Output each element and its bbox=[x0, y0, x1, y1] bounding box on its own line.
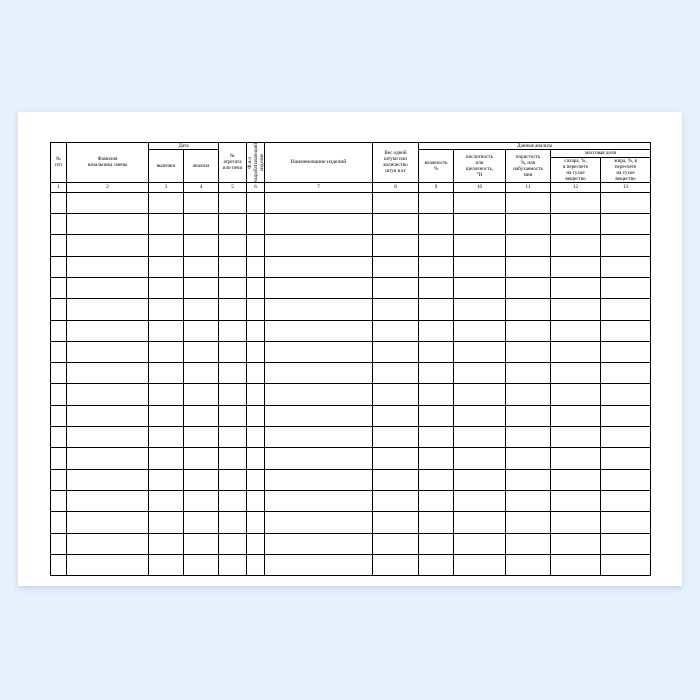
table-cell-sugar[interactable] bbox=[551, 363, 601, 384]
table-cell-unit_no[interactable] bbox=[219, 341, 247, 362]
col-num: 7 bbox=[265, 182, 373, 192]
col-num: 4 bbox=[184, 182, 219, 192]
table-cell-workers[interactable] bbox=[247, 448, 265, 469]
table-cell-unit_no[interactable] bbox=[219, 384, 247, 405]
table-cell-surname[interactable] bbox=[67, 256, 149, 277]
table-cell-date_baking[interactable] bbox=[149, 384, 184, 405]
table-cell-humidity[interactable] bbox=[419, 277, 454, 298]
table-cell-date_baking[interactable] bbox=[149, 277, 184, 298]
table-row[interactable] bbox=[51, 192, 651, 213]
table-cell-humidity[interactable] bbox=[419, 341, 454, 362]
table-cell-np[interactable] bbox=[51, 363, 67, 384]
table-cell-humidity[interactable] bbox=[419, 448, 454, 469]
table-cell-product_name[interactable] bbox=[265, 277, 373, 298]
table-cell-porosity[interactable] bbox=[506, 192, 551, 213]
table-cell-product_name[interactable] bbox=[265, 384, 373, 405]
table-cell-date_analysis[interactable] bbox=[184, 235, 219, 256]
table-cell-fat[interactable] bbox=[601, 554, 651, 575]
col-num: 8 bbox=[373, 182, 419, 192]
table-cell-weight[interactable] bbox=[373, 192, 419, 213]
table-cell-weight[interactable] bbox=[373, 277, 419, 298]
table-cell-workers[interactable] bbox=[247, 256, 265, 277]
table-cell-unit_no[interactable] bbox=[219, 320, 247, 341]
table-cell-unit_no[interactable] bbox=[219, 299, 247, 320]
column-number-row bbox=[51, 182, 651, 192]
table-cell-humidity[interactable] bbox=[419, 299, 454, 320]
table-cell-weight[interactable] bbox=[373, 469, 419, 490]
table-cell-np[interactable] bbox=[51, 469, 67, 490]
table-cell-sugar[interactable] bbox=[551, 512, 601, 533]
table-cell-surname[interactable] bbox=[67, 533, 149, 554]
table-cell-porosity[interactable] bbox=[506, 384, 551, 405]
table-cell-product_name[interactable] bbox=[265, 405, 373, 426]
col-num: 5 bbox=[219, 182, 247, 192]
table-cell-date_analysis[interactable] bbox=[184, 469, 219, 490]
table-cell-sugar[interactable] bbox=[551, 490, 601, 511]
table-cell-date_baking[interactable] bbox=[149, 256, 184, 277]
table-cell-acidity[interactable] bbox=[454, 235, 506, 256]
header-group-mass-fraction: массовая доля bbox=[551, 150, 651, 158]
table-cell-date_baking[interactable] bbox=[149, 363, 184, 384]
table-cell-product_name[interactable] bbox=[265, 341, 373, 362]
table-cell-porosity[interactable] bbox=[506, 320, 551, 341]
table-cell-sugar[interactable] bbox=[551, 384, 601, 405]
table-cell-acidity[interactable] bbox=[454, 405, 506, 426]
table-cell-unit_no[interactable] bbox=[219, 448, 247, 469]
table-cell-acidity[interactable] bbox=[454, 341, 506, 362]
table-cell-unit_no[interactable] bbox=[219, 490, 247, 511]
table-cell-fat[interactable] bbox=[601, 469, 651, 490]
table-cell-porosity[interactable] bbox=[506, 512, 551, 533]
table-cell-unit_no[interactable] bbox=[219, 277, 247, 298]
table-cell-weight[interactable] bbox=[373, 554, 419, 575]
table-row[interactable] bbox=[51, 469, 651, 490]
table-cell-np[interactable] bbox=[51, 448, 67, 469]
table-cell-date_analysis[interactable] bbox=[184, 363, 219, 384]
table-cell-sugar[interactable] bbox=[551, 299, 601, 320]
table-cell-porosity[interactable] bbox=[506, 448, 551, 469]
header-unit-no: № агрегата или печи bbox=[219, 143, 247, 183]
table-cell-product_name[interactable] bbox=[265, 448, 373, 469]
table-cell-sugar[interactable] bbox=[551, 405, 601, 426]
table-cell-np[interactable] bbox=[51, 320, 67, 341]
table-cell-surname[interactable] bbox=[67, 214, 149, 235]
table-cell-weight[interactable] bbox=[373, 405, 419, 426]
table-cell-date_analysis[interactable] bbox=[184, 192, 219, 213]
table-cell-humidity[interactable] bbox=[419, 214, 454, 235]
table-cell-acidity[interactable] bbox=[454, 554, 506, 575]
header-workers bbox=[247, 143, 265, 183]
table-cell-acidity[interactable] bbox=[454, 469, 506, 490]
table-cell-np[interactable] bbox=[51, 214, 67, 235]
table-cell-date_analysis[interactable] bbox=[184, 341, 219, 362]
table-cell-date_baking[interactable] bbox=[149, 299, 184, 320]
table-cell-porosity[interactable] bbox=[506, 469, 551, 490]
table-cell-workers[interactable] bbox=[247, 214, 265, 235]
table-cell-porosity[interactable] bbox=[506, 490, 551, 511]
header-humidity: влажность % bbox=[419, 150, 454, 183]
table-row[interactable] bbox=[51, 363, 651, 384]
table-cell-np[interactable] bbox=[51, 554, 67, 575]
header-fat: жира, %, в пересчете на сухое вещество bbox=[601, 157, 651, 182]
table-cell-date_baking[interactable] bbox=[149, 427, 184, 448]
table-cell-fat[interactable] bbox=[601, 256, 651, 277]
table-cell-np[interactable] bbox=[51, 427, 67, 448]
table-cell-acidity[interactable] bbox=[454, 299, 506, 320]
table-cell-sugar[interactable] bbox=[551, 192, 601, 213]
table-cell-fat[interactable] bbox=[601, 277, 651, 298]
table-row[interactable] bbox=[51, 512, 651, 533]
table-cell-porosity[interactable] bbox=[506, 277, 551, 298]
table-cell-workers[interactable] bbox=[247, 363, 265, 384]
table-cell-product_name[interactable] bbox=[265, 299, 373, 320]
table-cell-unit_no[interactable] bbox=[219, 235, 247, 256]
table-cell-sugar[interactable] bbox=[551, 448, 601, 469]
table-cell-product_name[interactable] bbox=[265, 363, 373, 384]
table-cell-workers[interactable] bbox=[247, 427, 265, 448]
table-cell-porosity[interactable] bbox=[506, 256, 551, 277]
table-row[interactable] bbox=[51, 320, 651, 341]
table-cell-unit_no[interactable] bbox=[219, 512, 247, 533]
table-cell-porosity[interactable] bbox=[506, 235, 551, 256]
table-cell-date_analysis[interactable] bbox=[184, 448, 219, 469]
table-cell-sugar[interactable] bbox=[551, 320, 601, 341]
table-cell-weight[interactable] bbox=[373, 363, 419, 384]
table-cell-date_baking[interactable] bbox=[149, 214, 184, 235]
table-cell-humidity[interactable] bbox=[419, 490, 454, 511]
table-cell-workers[interactable] bbox=[247, 512, 265, 533]
header-surname: Фамилия начальника смены bbox=[67, 143, 149, 183]
table-cell-date_baking[interactable] bbox=[149, 192, 184, 213]
table-cell-product_name[interactable] bbox=[265, 554, 373, 575]
table-cell-product_name[interactable] bbox=[265, 469, 373, 490]
table-cell-weight[interactable] bbox=[373, 299, 419, 320]
table-cell-np[interactable] bbox=[51, 277, 67, 298]
table-cell-date_baking[interactable] bbox=[149, 341, 184, 362]
header-group-analysis-data: Данные анализа bbox=[419, 143, 651, 150]
header-date-analysis: анализа bbox=[184, 150, 219, 183]
table-cell-workers[interactable] bbox=[247, 554, 265, 575]
table-cell-weight[interactable] bbox=[373, 490, 419, 511]
table-cell-acidity[interactable] bbox=[454, 427, 506, 448]
journal-table bbox=[50, 142, 651, 576]
table-cell-unit_no[interactable] bbox=[219, 405, 247, 426]
table-cell-humidity[interactable] bbox=[419, 384, 454, 405]
table-cell-surname[interactable] bbox=[67, 469, 149, 490]
table-cell-fat[interactable] bbox=[601, 490, 651, 511]
header-porosity: пористость %, или набухаемость мин bbox=[506, 150, 551, 183]
table-cell-acidity[interactable] bbox=[454, 490, 506, 511]
table-cell-product_name[interactable] bbox=[265, 320, 373, 341]
table-cell-product_name[interactable] bbox=[265, 533, 373, 554]
table-cell-fat[interactable] bbox=[601, 405, 651, 426]
table-cell-workers[interactable] bbox=[247, 384, 265, 405]
table-cell-weight[interactable] bbox=[373, 448, 419, 469]
table-cell-fat[interactable] bbox=[601, 512, 651, 533]
header-sugar: сахара, %, в пересчете на сухое вещество bbox=[551, 157, 601, 182]
col-num: 1 bbox=[51, 182, 67, 192]
table-cell-surname[interactable] bbox=[67, 405, 149, 426]
col-num: 10 bbox=[454, 182, 506, 192]
table-cell-acidity[interactable] bbox=[454, 320, 506, 341]
table-row[interactable] bbox=[51, 533, 651, 554]
table-cell-acidity[interactable] bbox=[454, 533, 506, 554]
table-cell-np[interactable] bbox=[51, 490, 67, 511]
table-cell-surname[interactable] bbox=[67, 554, 149, 575]
table-cell-surname[interactable] bbox=[67, 512, 149, 533]
col-num: 2 bbox=[67, 182, 149, 192]
table-cell-date_baking[interactable] bbox=[149, 512, 184, 533]
table-cell-surname[interactable] bbox=[67, 384, 149, 405]
table-cell-date_baking[interactable] bbox=[149, 320, 184, 341]
table-cell-surname[interactable] bbox=[67, 490, 149, 511]
table-cell-workers[interactable] bbox=[247, 533, 265, 554]
table-cell-fat[interactable] bbox=[601, 299, 651, 320]
table-cell-weight[interactable] bbox=[373, 214, 419, 235]
table-cell-surname[interactable] bbox=[67, 299, 149, 320]
table-cell-date_analysis[interactable] bbox=[184, 214, 219, 235]
table-cell-date_analysis[interactable] bbox=[184, 512, 219, 533]
table-cell-acidity[interactable] bbox=[454, 277, 506, 298]
table-cell-np[interactable] bbox=[51, 256, 67, 277]
table-row[interactable] bbox=[51, 554, 651, 575]
table-cell-workers[interactable] bbox=[247, 341, 265, 362]
table-cell-date_analysis[interactable] bbox=[184, 405, 219, 426]
table-row[interactable] bbox=[51, 277, 651, 298]
table-cell-unit_no[interactable] bbox=[219, 427, 247, 448]
table-cell-weight[interactable] bbox=[373, 320, 419, 341]
table-cell-product_name[interactable] bbox=[265, 490, 373, 511]
table-cell-weight[interactable] bbox=[373, 512, 419, 533]
table-row[interactable] bbox=[51, 299, 651, 320]
table-cell-date_analysis[interactable] bbox=[184, 533, 219, 554]
table-cell-porosity[interactable] bbox=[506, 405, 551, 426]
table-cell-weight[interactable] bbox=[373, 341, 419, 362]
table-cell-fat[interactable] bbox=[601, 341, 651, 362]
table-cell-humidity[interactable] bbox=[419, 533, 454, 554]
table-cell-fat[interactable] bbox=[601, 192, 651, 213]
table-cell-workers[interactable] bbox=[247, 235, 265, 256]
table-cell-sugar[interactable] bbox=[551, 533, 601, 554]
table-cell-np[interactable] bbox=[51, 405, 67, 426]
table-cell-product_name[interactable] bbox=[265, 427, 373, 448]
col-num: 9 bbox=[419, 182, 454, 192]
table-cell-date_analysis[interactable] bbox=[184, 490, 219, 511]
table-cell-acidity[interactable] bbox=[454, 363, 506, 384]
table-cell-humidity[interactable] bbox=[419, 512, 454, 533]
table-cell-np[interactable] bbox=[51, 299, 67, 320]
table-cell-np[interactable] bbox=[51, 533, 67, 554]
table-cell-fat[interactable] bbox=[601, 235, 651, 256]
col-num: 12 bbox=[551, 182, 601, 192]
table-cell-fat[interactable] bbox=[601, 320, 651, 341]
table-cell-surname[interactable] bbox=[67, 427, 149, 448]
col-num: 3 bbox=[149, 182, 184, 192]
table-cell-unit_no[interactable] bbox=[219, 554, 247, 575]
table-row[interactable] bbox=[51, 341, 651, 362]
table-cell-date_baking[interactable] bbox=[149, 490, 184, 511]
table-row[interactable] bbox=[51, 405, 651, 426]
table-cell-date_analysis[interactable] bbox=[184, 384, 219, 405]
table-cell-workers[interactable] bbox=[247, 469, 265, 490]
table-cell-acidity[interactable] bbox=[454, 192, 506, 213]
table-cell-humidity[interactable] bbox=[419, 469, 454, 490]
table-cell-date_analysis[interactable] bbox=[184, 256, 219, 277]
table-cell-date_baking[interactable] bbox=[149, 405, 184, 426]
table-cell-product_name[interactable] bbox=[265, 192, 373, 213]
table-cell-acidity[interactable] bbox=[454, 448, 506, 469]
table-cell-fat[interactable] bbox=[601, 427, 651, 448]
table-cell-unit_no[interactable] bbox=[219, 214, 247, 235]
table-cell-sugar[interactable] bbox=[551, 235, 601, 256]
table-cell-porosity[interactable] bbox=[506, 214, 551, 235]
table-cell-date_baking[interactable] bbox=[149, 448, 184, 469]
table-cell-weight[interactable] bbox=[373, 256, 419, 277]
table-cell-humidity[interactable] bbox=[419, 554, 454, 575]
table-cell-sugar[interactable] bbox=[551, 469, 601, 490]
table-cell-surname[interactable] bbox=[67, 277, 149, 298]
table-cell-unit_no[interactable] bbox=[219, 256, 247, 277]
table-cell-humidity[interactable] bbox=[419, 405, 454, 426]
table-cell-date_analysis[interactable] bbox=[184, 554, 219, 575]
table-cell-date_analysis[interactable] bbox=[184, 277, 219, 298]
table-cell-date_baking[interactable] bbox=[149, 235, 184, 256]
table-cell-unit_no[interactable] bbox=[219, 533, 247, 554]
table-cell-humidity[interactable] bbox=[419, 256, 454, 277]
journal-table-container bbox=[50, 142, 650, 576]
header-weight: Вес одной штуки или количество штук в кг bbox=[373, 143, 419, 183]
col-num: 11 bbox=[506, 182, 551, 192]
table-cell-acidity[interactable] bbox=[454, 256, 506, 277]
header-np: № п/п bbox=[51, 143, 67, 183]
table-row[interactable] bbox=[51, 490, 651, 511]
table-cell-surname[interactable] bbox=[67, 192, 149, 213]
table-cell-sugar[interactable] bbox=[551, 256, 601, 277]
table-cell-weight[interactable] bbox=[373, 235, 419, 256]
table-cell-unit_no[interactable] bbox=[219, 469, 247, 490]
table-cell-fat[interactable] bbox=[601, 533, 651, 554]
table-cell-unit_no[interactable] bbox=[219, 363, 247, 384]
table-cell-np[interactable] bbox=[51, 512, 67, 533]
header-acidity: кислотность или щелочность, °Н bbox=[454, 150, 506, 183]
header-group-date: Дата bbox=[149, 143, 219, 150]
table-cell-humidity[interactable] bbox=[419, 320, 454, 341]
table-cell-workers[interactable] bbox=[247, 192, 265, 213]
table-cell-humidity[interactable] bbox=[419, 363, 454, 384]
header-row-1 bbox=[51, 143, 651, 150]
col-num: 6 bbox=[247, 182, 265, 192]
table-cell-np[interactable] bbox=[51, 192, 67, 213]
table-cell-np[interactable] bbox=[51, 235, 67, 256]
table-cell-surname[interactable] bbox=[67, 235, 149, 256]
table-cell-porosity[interactable] bbox=[506, 299, 551, 320]
header-date-baking: выпечки bbox=[149, 150, 184, 183]
table-cell-workers[interactable] bbox=[247, 299, 265, 320]
table-cell-weight[interactable] bbox=[373, 533, 419, 554]
table-cell-sugar[interactable] bbox=[551, 277, 601, 298]
table-cell-product_name[interactable] bbox=[265, 235, 373, 256]
table-cell-acidity[interactable] bbox=[454, 214, 506, 235]
table-cell-workers[interactable] bbox=[247, 320, 265, 341]
table-row[interactable] bbox=[51, 427, 651, 448]
table-cell-date_baking[interactable] bbox=[149, 469, 184, 490]
table-cell-fat[interactable] bbox=[601, 384, 651, 405]
col-num: 13 bbox=[601, 182, 651, 192]
table-cell-acidity[interactable] bbox=[454, 384, 506, 405]
table-cell-porosity[interactable] bbox=[506, 363, 551, 384]
table-cell-sugar[interactable] bbox=[551, 554, 601, 575]
header-workers-vertical-label: Ф.и.о вырабатывающий изделие bbox=[247, 143, 266, 182]
table-cell-date_baking[interactable] bbox=[149, 554, 184, 575]
table-cell-workers[interactable] bbox=[247, 405, 265, 426]
table-cell-np[interactable] bbox=[51, 341, 67, 362]
table-cell-surname[interactable] bbox=[67, 341, 149, 362]
table-cell-sugar[interactable] bbox=[551, 214, 601, 235]
table-cell-humidity[interactable] bbox=[419, 427, 454, 448]
table-cell-acidity[interactable] bbox=[454, 512, 506, 533]
table-cell-humidity[interactable] bbox=[419, 235, 454, 256]
journal-table-body bbox=[51, 192, 651, 575]
table-cell-porosity[interactable] bbox=[506, 427, 551, 448]
table-cell-sugar[interactable] bbox=[551, 427, 601, 448]
table-cell-workers[interactable] bbox=[247, 277, 265, 298]
table-cell-porosity[interactable] bbox=[506, 533, 551, 554]
table-cell-porosity[interactable] bbox=[506, 554, 551, 575]
header-product-name: Наименование изделий bbox=[265, 143, 373, 183]
table-cell-workers[interactable] bbox=[247, 490, 265, 511]
table-cell-humidity[interactable] bbox=[419, 192, 454, 213]
table-cell-date_analysis[interactable] bbox=[184, 299, 219, 320]
table-cell-unit_no[interactable] bbox=[219, 192, 247, 213]
table-cell-weight[interactable] bbox=[373, 384, 419, 405]
table-cell-np[interactable] bbox=[51, 384, 67, 405]
table-cell-weight[interactable] bbox=[373, 427, 419, 448]
table-cell-date_analysis[interactable] bbox=[184, 320, 219, 341]
table-row[interactable] bbox=[51, 256, 651, 277]
table-cell-fat[interactable] bbox=[601, 448, 651, 469]
table-cell-fat[interactable] bbox=[601, 363, 651, 384]
table-cell-date_analysis[interactable] bbox=[184, 427, 219, 448]
table-row[interactable] bbox=[51, 235, 651, 256]
table-row[interactable] bbox=[51, 214, 651, 235]
table-cell-product_name[interactable] bbox=[265, 214, 373, 235]
table-cell-porosity[interactable] bbox=[506, 341, 551, 362]
table-cell-fat[interactable] bbox=[601, 214, 651, 235]
table-cell-product_name[interactable] bbox=[265, 256, 373, 277]
table-cell-surname[interactable] bbox=[67, 448, 149, 469]
table-cell-surname[interactable] bbox=[67, 320, 149, 341]
table-cell-product_name[interactable] bbox=[265, 512, 373, 533]
table-row[interactable] bbox=[51, 384, 651, 405]
table-cell-date_baking[interactable] bbox=[149, 533, 184, 554]
table-row[interactable] bbox=[51, 448, 651, 469]
table-cell-sugar[interactable] bbox=[551, 341, 601, 362]
table-cell-surname[interactable] bbox=[67, 363, 149, 384]
